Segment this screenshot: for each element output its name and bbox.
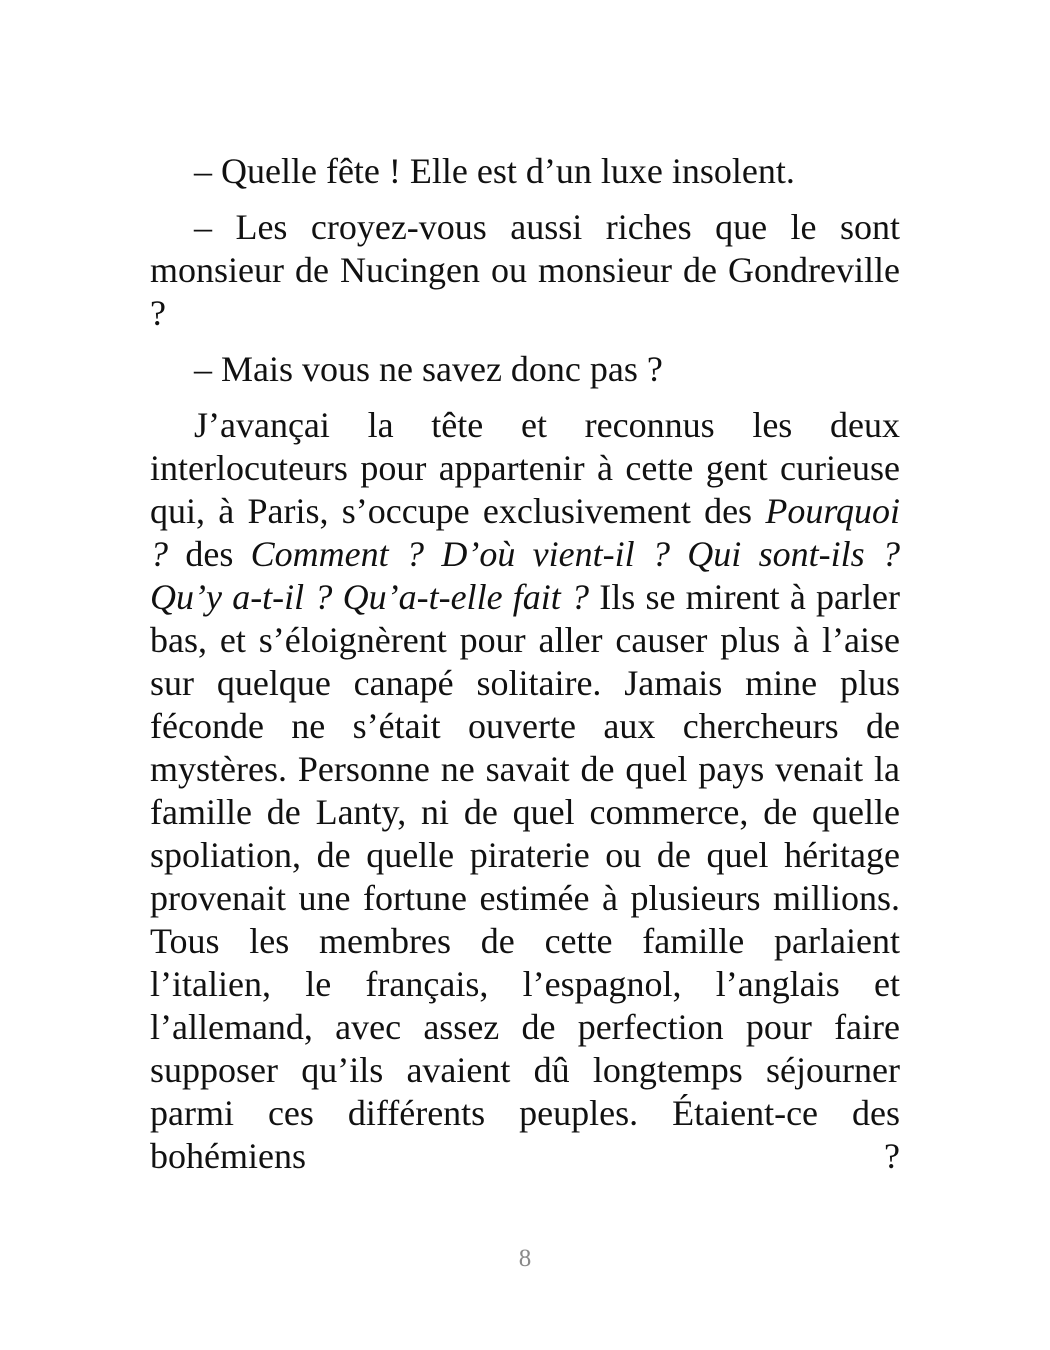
dialogue-line: – Les croyez-vous aussi riches que le sont monsieur de Nucingen ou monsieur de Gondreville ? bbox=[150, 207, 900, 333]
dialogue-line: – Mais vous ne savez donc pas ? bbox=[194, 349, 663, 389]
dialogue-line: – Quelle fête ! Elle est d’un luxe insolent. bbox=[194, 151, 795, 191]
page-text bbox=[150, 150, 900, 1191]
italic-segment: Comment ? D’où vient-il ? Qui sont-ils ? Qu’y a-t-il ? Qu’a-t-elle fait ? bbox=[150, 534, 900, 617]
paragraph-4 bbox=[150, 404, 900, 1178]
page-number: 8 bbox=[518, 1245, 532, 1272]
text-segment: des bbox=[168, 534, 251, 574]
paragraph-1 bbox=[150, 150, 900, 193]
italic-segment: Pourquoi ? bbox=[150, 491, 900, 574]
text-segment: Ils se mirent à parler bas, et s’éloignèrent pour aller causer plus à l’aise sur quelque canapé solitaire. Jamais mine plus féconde ne s’était ouverte aux chercheurs de mystères. Personne ne savait de quel pays venait la famille de Lanty, ni de quel commerce, de quelle spoliation, de quelle piraterie ou de quel héritage provenait une fortune estimée à plusieurs millions. Tous les membres de cette famille parlaient l’italien, le français, l’espagnol, l’anglais et l’allemand, avec assez de perfection pour faire supposer qu’ils avaient dû longtemps séjourner parmi ces différents peuples. Étaient-ce des bohémiens ? bbox=[150, 577, 900, 1176]
paragraph-2 bbox=[150, 206, 900, 335]
paragraph-3 bbox=[150, 348, 900, 391]
text-segment: J’avançai la tête et reconnus les deux interlocuteurs pour appartenir à cette gent curieuse qui, à Paris, s’occupe exclusivement des bbox=[150, 405, 900, 531]
